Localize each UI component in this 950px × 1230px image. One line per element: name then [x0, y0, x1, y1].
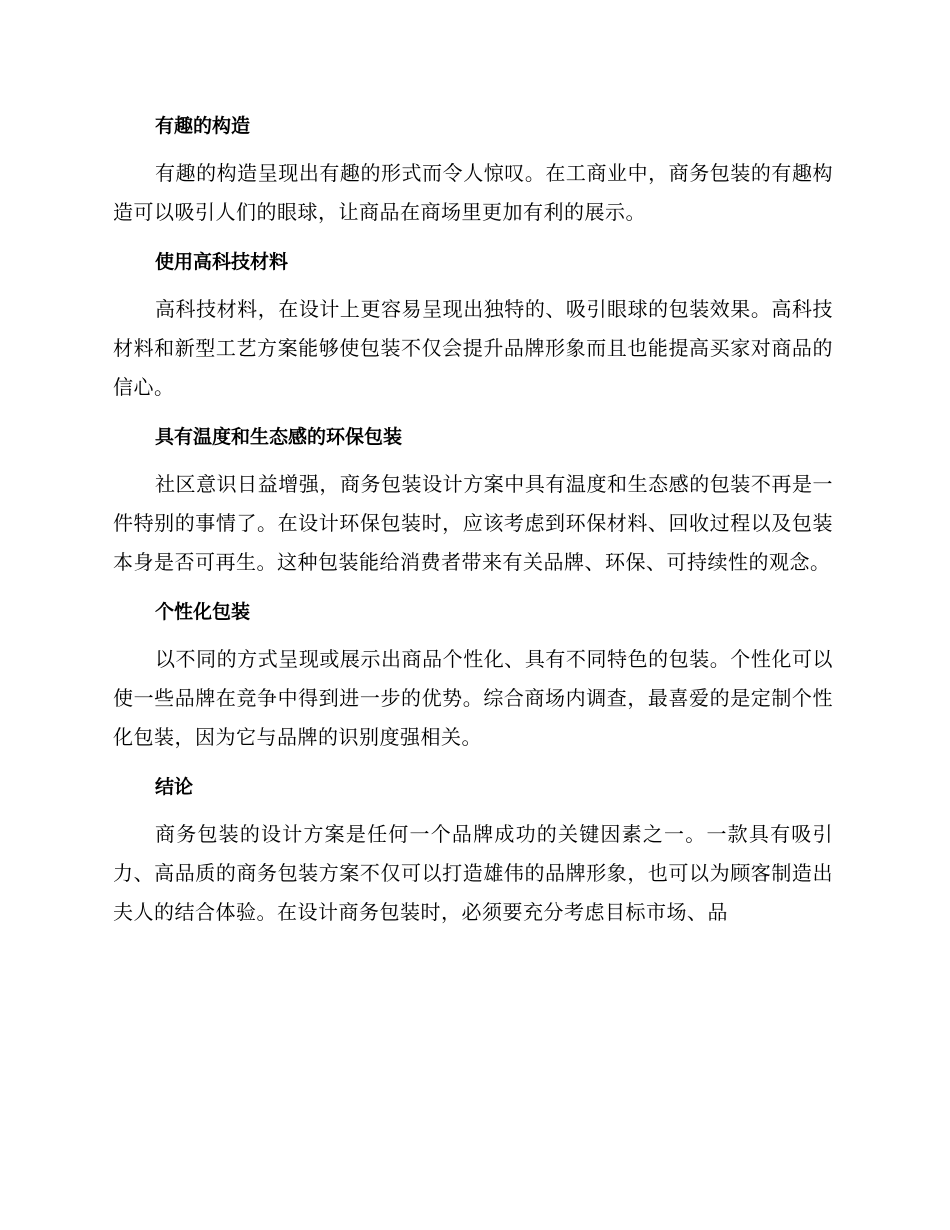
section-body-personalized-packaging: 以不同的方式呈现或展示出商品个性化、具有不同特色的包装。个性化可以使一些品牌在竞争中得到进一步的优势。综合商场内调查，最喜爱的是定制个性化包装，因为它与品牌的识别度强相关。 — [113, 647, 833, 749]
section-heading-interesting-structure: 有趣的构造 — [155, 115, 251, 137]
section-body-high-tech-materials: 高科技材料，在设计上更容易呈现出独特的、吸引眼球的包装效果。高科技材料和新型工艺方案能够使包装不仅会提升品牌形象而且也能提高买家对商品的信心。 — [113, 297, 833, 399]
section-body-conclusion: 商务包装的设计方案是任何一个品牌成功的关键因素之一。一款具有吸引力、高品质的商务包装方案不仅可以打造雄伟的品牌形象，也可以为顾客制造出夫人的结合体验。在设计商务包装时，必须要充分考虑目标市场、品 — [113, 822, 833, 924]
section-heading-conclusion: 结论 — [155, 776, 194, 798]
section-heading-high-tech-materials: 使用高科技材料 — [155, 251, 289, 273]
section-body-eco-packaging: 社区意识日益增强，商务包装设计方案中具有温度和生态感的包装不再是一件特别的事情了。在设计环保包装时，应该考虑到环保材料、回收过程以及包装本身是否可再生。这种包装能给消费者带来有关品牌、环保、可持续性的观念。 — [113, 472, 833, 574]
section-body-interesting-structure: 有趣的构造呈现出有趣的形式而令人惊叹。在工商业中，商务包装的有趣构造可以吸引人们的眼球，让商品在商场里更加有利的展示。 — [113, 161, 833, 224]
section-heading-personalized-packaging: 个性化包装 — [155, 601, 251, 623]
document-body — [113, 108, 833, 932]
section-heading-eco-packaging: 具有温度和生态感的环保包装 — [155, 426, 403, 448]
